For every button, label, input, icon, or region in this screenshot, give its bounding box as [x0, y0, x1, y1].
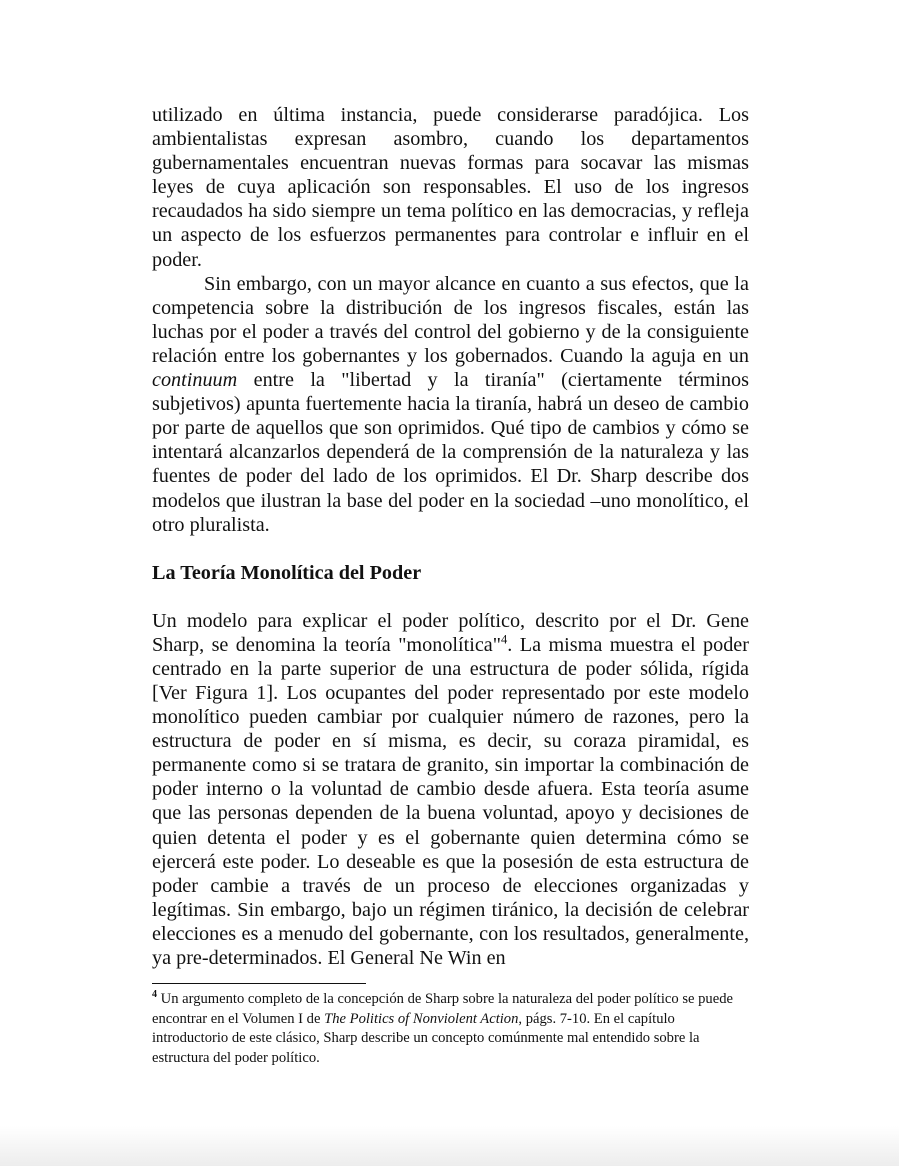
body-paragraph-1: utilizado en última instancia, puede considerarse paradójica. Los ambientalistas expresan asombro, cuando los departamentos gubernamentales encuentran nuevas formas para socavar las mismas leyes de cuya aplicación son responsables. El uso de los ingresos recaudados ha sido siempre un tema político en las democracias, y refleja un aspecto de los esfuerzos permanentes para controlar e influir en el poder.	[152, 104, 749, 271]
paragraph-2-text-a: Sin embargo, con un mayor alcance en cuanto a sus efectos, que la competencia sobre la distribución de los ingresos fiscales, están las luchas por el poder a través del control del gobierno y de la consiguiente relación entre los gobernantes y los gobernados. Cuando la aguja en un	[152, 272, 749, 367]
body-paragraph-3	[152, 609, 749, 970]
section-heading: La Teoría Monolítica del Poder	[152, 561, 422, 584]
footnote-book-title: The Politics of Nonviolent Action	[324, 1010, 519, 1027]
footnote-text-b: , págs. 7-10. En el capítulo introductorio de este clásico, Sharp describe un concepto comúnmente mal entendido sobre la estructura del poder político.	[152, 1010, 700, 1066]
footnote-number: 4	[152, 989, 157, 1001]
footnote	[152, 990, 752, 1068]
footnote-separator	[152, 983, 366, 984]
footnote-text-a: Un argumento completo de la concepción de Sharp sobre la naturaleza del poder político se puede encontrar en el Volumen I de	[152, 991, 733, 1027]
italic-term-continuum: continuum	[152, 369, 238, 392]
page-bottom-shadow	[0, 1126, 899, 1166]
paragraph-3-text-b: . La misma muestra el poder centrado en la parte superior de una estructura de poder sólida, rígida [Ver Figura 1]. Los ocupantes del poder representado por este modelo monolítico pueden cambiar por cualquier número de razones, pero la estructura de poder en sí misma, es decir, su coraza piramidal, es permanente como si se tratara de granito, sin importar la combinación de poder interno o la voluntad de cambio desde afuera. Esta teoría asume que las personas dependen de la buena voluntad, apoyo y decisiones de quien detenta el poder y es el gobernante quien determina cómo se ejercerá este poder. Lo deseable es que la posesión de esta estructura de poder cambie a través de un proceso de elecciones organizadas y legítimas. Sin embargo, bajo un régimen tiránico, la decisión de celebrar elecciones es a menudo del gobernante, con los resultados, generalmente, ya pre-determinados. El General Ne Win en	[152, 633, 749, 969]
document-page	[152, 103, 749, 970]
paragraph-2-text-b: entre la "libertad y la tiranía" (ciertamente términos subjetivos) apunta fuertemente hacia la tiranía, habrá un deseo de cambio por parte de aquellos que son oprimidos. Qué tipo de cambios y cómo se intentará alcanzarlos dependerá de la comprensión de la naturaleza y las fuentes de poder del lado de los oprimidos. El Dr. Sharp describe dos modelos que ilustran la base del poder en la sociedad –uno monolítico, el otro pluralista.	[152, 369, 749, 536]
body-paragraph-2	[152, 272, 749, 537]
paragraph-3-text-a: Un modelo para explicar el poder político, descrito por el Dr. Gene Sharp, se denomina la teoría "monolítica"	[152, 609, 749, 656]
footnote-reference[interactable]: 4	[501, 632, 508, 647]
